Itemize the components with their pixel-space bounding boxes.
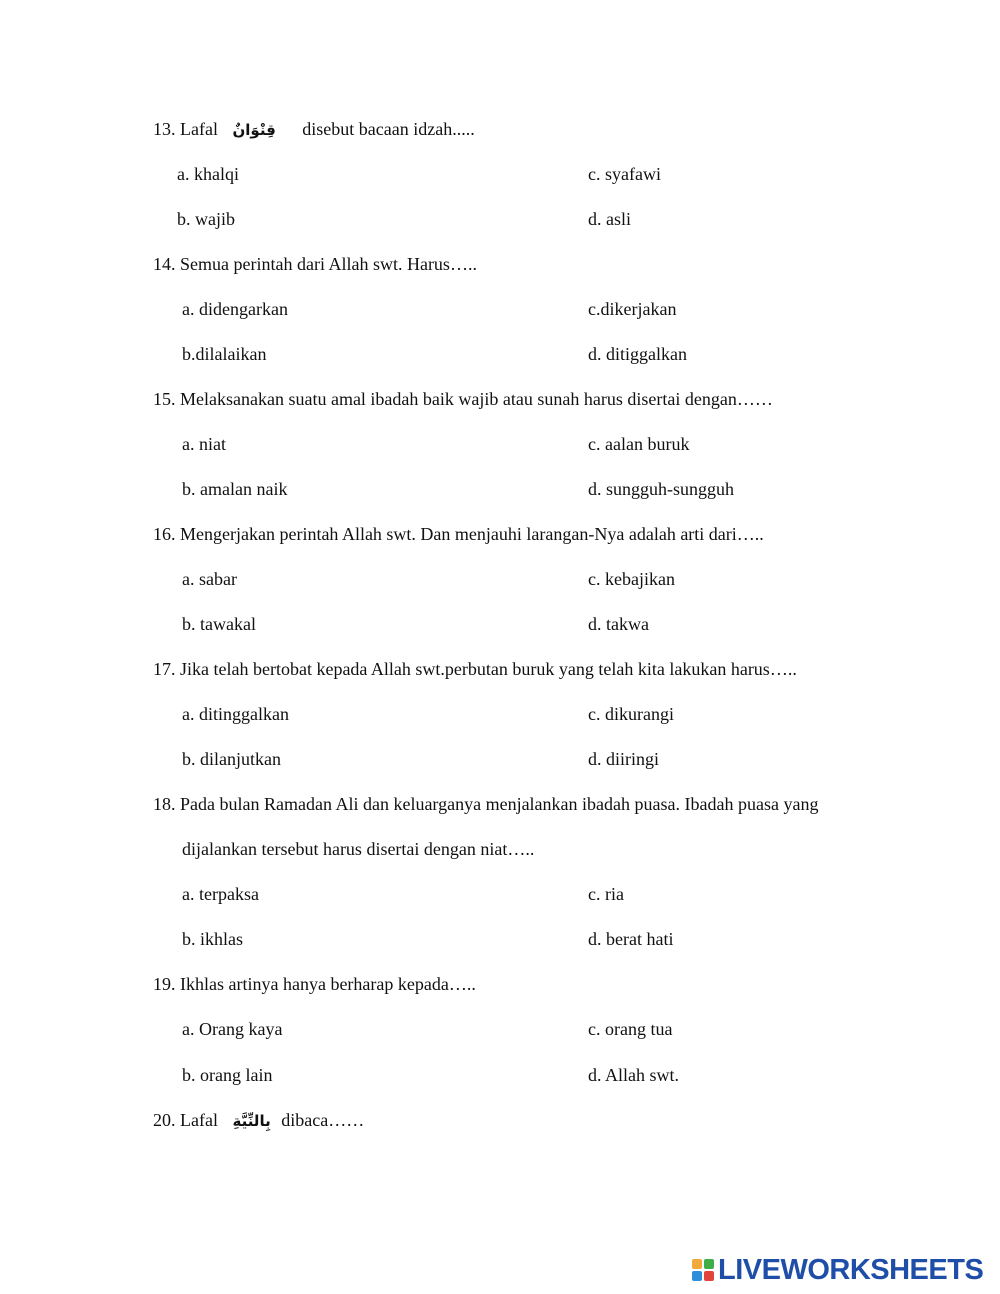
question-20	[153, 1109, 364, 1132]
arabic-word: بِالنِّيَّةِ	[232, 1112, 271, 1130]
question-19: 19. Ikhlas artinya hanya berharap kepada…..	[153, 974, 476, 994]
option-c[interactable]: c. ria	[588, 884, 624, 904]
option-a[interactable]: a. sabar	[182, 569, 237, 589]
question-suffix: dibaca……	[281, 1110, 365, 1130]
liveworksheets-logo-icon	[692, 1259, 714, 1281]
question-18: 18. Pada bulan Ramadan Ali dan keluarganya menjalankan ibadah puasa. Ibadah puasa yang	[153, 794, 819, 814]
option-b[interactable]: b. ikhlas	[182, 929, 243, 949]
option-d[interactable]: d. ditiggalkan	[588, 344, 687, 364]
option-d[interactable]: d. diiringi	[588, 749, 659, 769]
question-number: 13.	[153, 119, 176, 139]
option-c[interactable]: c. kebajikan	[588, 569, 675, 589]
question-17: 17. Jika telah bertobat kepada Allah swt.perbutan buruk yang telah kita lakukan harus…..	[153, 659, 797, 679]
option-b[interactable]: b. wajib	[177, 209, 235, 229]
question-prefix: Lafal	[180, 1110, 218, 1130]
option-c[interactable]: c. orang tua	[588, 1019, 673, 1039]
question-14: 14. Semua perintah dari Allah swt. Harus…..	[153, 254, 477, 274]
liveworksheets-logo[interactable]	[692, 1254, 983, 1286]
option-d[interactable]: d. sungguh-sungguh	[588, 479, 735, 499]
option-c[interactable]: c. syafawi	[588, 164, 661, 184]
question-16: 16. Mengerjakan perintah Allah swt. Dan menjauhi larangan-Nya adalah arti dari…..	[153, 524, 764, 544]
option-b[interactable]: b. orang lain	[182, 1065, 273, 1085]
option-d[interactable]: d. berat hati	[588, 929, 674, 949]
option-a[interactable]: a. ditinggalkan	[182, 704, 289, 724]
option-c[interactable]: c. aalan buruk	[588, 434, 690, 454]
question-prefix: Lafal	[180, 119, 218, 139]
arabic-word: قِنْوَانٌ	[232, 121, 276, 139]
option-b[interactable]: b. tawakal	[182, 614, 256, 634]
option-b[interactable]: b. dilanjutkan	[182, 749, 281, 769]
option-d[interactable]: d. Allah swt.	[588, 1065, 680, 1085]
option-a[interactable]: a. terpaksa	[182, 884, 259, 904]
option-a[interactable]: a. khalqi	[177, 164, 239, 184]
option-a[interactable]: a. Orang kaya	[182, 1019, 283, 1039]
option-b[interactable]: b. amalan naik	[182, 479, 288, 499]
option-c[interactable]: c.dikerjakan	[588, 299, 677, 319]
question-number: 20.	[153, 1110, 176, 1130]
option-d[interactable]: d. takwa	[588, 614, 649, 634]
option-b[interactable]: b.dilalaikan	[182, 344, 267, 364]
question-15: 15. Melaksanakan suatu amal ibadah baik wajib atau sunah harus disertai dengan……	[153, 389, 773, 409]
brand-name: LIVEWORKSHEETS	[718, 1253, 984, 1286]
option-a[interactable]: a. niat	[182, 434, 226, 454]
option-a[interactable]: a. didengarkan	[182, 299, 288, 319]
question-13	[153, 118, 475, 141]
question-suffix: disebut bacaan idzah.....	[302, 119, 475, 139]
option-c[interactable]: c. dikurangi	[588, 704, 674, 724]
option-d[interactable]: d. asli	[588, 209, 631, 229]
question-18-continued: dijalankan tersebut harus disertai dengan niat…..	[182, 839, 535, 859]
